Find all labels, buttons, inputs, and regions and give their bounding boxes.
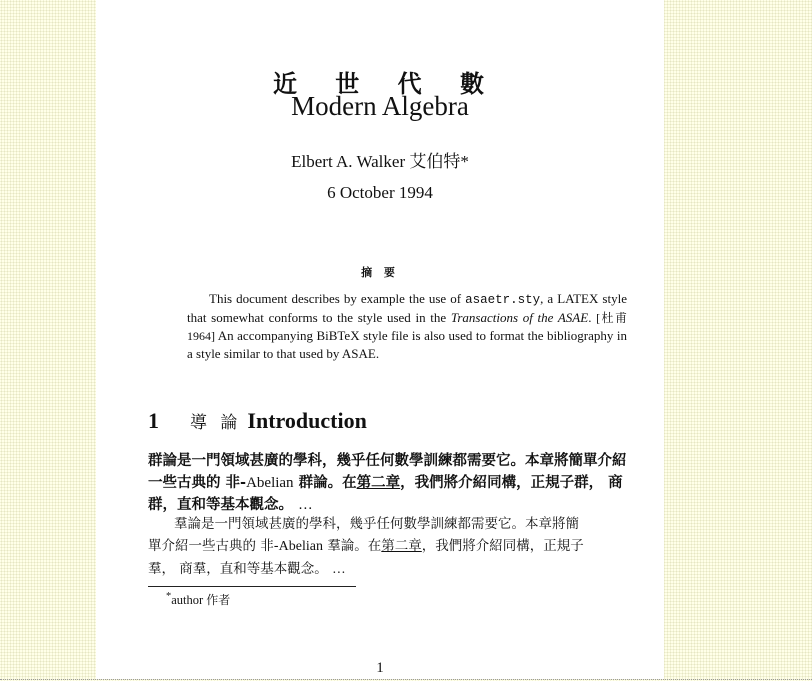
para2-line3-text: 羣， 商羣，直和等基本觀念。 xyxy=(148,561,328,577)
author-line: Elbert A. Walker 艾伯特* xyxy=(291,152,469,171)
para1-line2-text-c: ，我們將介紹同構，正規子群， 商 xyxy=(400,475,623,491)
para2-ellipsis: … xyxy=(332,561,346,576)
section-title-chinese: 導 論 xyxy=(190,413,242,433)
paragraph-traditional xyxy=(148,450,666,516)
citation: [杜甫 1964] xyxy=(187,311,627,343)
para2-line2-text-c: ，我們將介紹同構，正規子 xyxy=(421,538,584,554)
para1-line xyxy=(148,472,666,494)
page-bottom-rule xyxy=(0,679,812,680)
abstract-text-3: style that somewhat conforms to the style used in the xyxy=(187,291,627,325)
page-number: 1 xyxy=(376,660,384,676)
abstract-text-4: . xyxy=(588,310,597,325)
para1-line xyxy=(148,450,666,472)
footnote-rule xyxy=(148,586,356,587)
journal-name: Transactions of the ASAE xyxy=(450,310,589,325)
para2-line2-text-b: 羣論。在 xyxy=(323,538,382,554)
title-english: Modern Algebra xyxy=(291,91,469,121)
document-page xyxy=(96,0,664,679)
para1-chapter-ref[interactable]: 第二章 xyxy=(356,475,401,491)
footnote-text: author xyxy=(171,593,204,608)
abstract-text-1: This document describes by example the use of xyxy=(209,291,466,306)
footnote xyxy=(166,591,230,608)
para1-ellipsis: … xyxy=(298,497,313,513)
para1-line1-text: 群論是一門領域甚廣的學科，幾乎任何數學訓練都需要它。本章將簡單介紹 xyxy=(148,453,627,469)
latex-logo: LATEX xyxy=(557,291,599,306)
title-chinese: 近 世 代 數 xyxy=(272,70,500,98)
para2-line xyxy=(148,558,668,580)
para1-line2-text: 一些古典的 非- xyxy=(148,475,247,491)
abstract-heading: 摘 要 xyxy=(361,266,399,279)
para2-line2-text: 單介紹一些古典的 非- xyxy=(148,538,279,554)
abstract-text-5: An accompanying BiBTeX style file is also used to format the bibliography in a style similar to that used by ASAE. xyxy=(187,328,627,361)
date-line: 6 October 1994 xyxy=(327,183,433,202)
para2-line xyxy=(148,535,668,558)
para1-abelian: Abelian xyxy=(246,475,294,491)
para1-line2-text-b: 群論。在 xyxy=(293,475,357,491)
footnote-text-chinese: 作者 xyxy=(206,593,231,608)
para2-chapter-ref[interactable]: 第二章 xyxy=(381,538,422,554)
section-title-english: Introduction xyxy=(247,408,367,433)
para2-line1-text: 羣論是一門領域甚廣的學科，幾乎任何數學訓練都需要它。本章將簡 xyxy=(174,516,579,532)
style-file-name: asaetr.sty xyxy=(465,293,541,307)
para2-abelian: Abelian xyxy=(278,539,323,554)
footnote-mark: * xyxy=(166,591,172,602)
abstract-text-2: , a xyxy=(540,291,558,306)
para1-line3-text: 群，直和等基本觀念。 xyxy=(148,497,293,513)
para2-line xyxy=(148,513,668,535)
section-heading xyxy=(148,408,367,434)
abstract-body xyxy=(187,290,627,363)
section-number: 1 xyxy=(148,408,159,433)
paragraph-variant xyxy=(148,513,668,580)
